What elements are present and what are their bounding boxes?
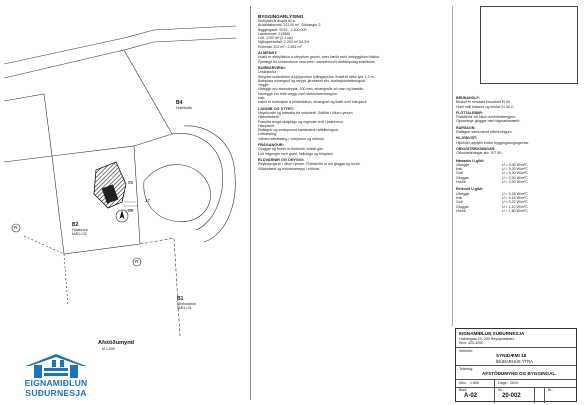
spec-section-line: Slökkvitæki og eldvarnarteppi í eldhúsi. bbox=[258, 166, 321, 171]
spec2-section-line: Bílskúr er sérstakt brunahólf EI 60. bbox=[456, 100, 512, 105]
spec2-section-title: HLJÓÐVIST: bbox=[456, 136, 477, 141]
uvalue-label: Hurðir bbox=[456, 208, 466, 213]
spec-section-line: Vélræn loftræsting í votrýmum og eldhúsi. bbox=[258, 136, 325, 141]
tb-sheet-label: Blað: bbox=[459, 388, 468, 392]
uvalue-label: Þak bbox=[456, 167, 463, 172]
lot-boundary-west bbox=[4, 94, 52, 162]
spec-section-line: Loftræsting: bbox=[258, 132, 277, 137]
title-block bbox=[455, 328, 577, 402]
lot-b1-label: B1 bbox=[177, 296, 184, 302]
logo-line-2: SUÐURNESJA bbox=[25, 387, 87, 398]
tb-company: EIGNAMIÐLUN SUÐURNESJA bbox=[459, 331, 525, 336]
spec-section-line: Gluggar og hurðir úr timbri/áli, tvöfalt gler. bbox=[258, 147, 324, 152]
building-description bbox=[258, 12, 448, 171]
uvalue-label: Útveggir bbox=[456, 162, 470, 167]
marker-r2: R bbox=[135, 259, 139, 264]
uvalue-value: U = 2,00 W/m²C bbox=[502, 180, 528, 185]
uvalues2-title: Reiknuð U-gildi: bbox=[456, 187, 484, 192]
tb-divider-1 bbox=[456, 347, 576, 348]
building-description-cont bbox=[456, 94, 568, 213]
spec2-sections bbox=[456, 96, 568, 156]
uvalues-table bbox=[456, 163, 568, 184]
tb-scale-label: Mkv.: bbox=[459, 381, 468, 385]
sheet-divider bbox=[250, 6, 251, 400]
spec-section-line: Veggir: bbox=[258, 83, 270, 88]
tb-number: 20-002 bbox=[502, 393, 521, 399]
dimension-05: 05 bbox=[128, 180, 134, 185]
uvalue-label: Gluggar bbox=[456, 175, 469, 180]
spec-intro bbox=[258, 19, 448, 49]
uvalue-label: Þak bbox=[456, 195, 463, 200]
uvalue-label: Gólf bbox=[456, 171, 463, 176]
uvalue-value: U = 0,20 W/m²C bbox=[502, 167, 528, 172]
spec-intro-line: Byggingarár: 2019 - 2.400.000 bbox=[258, 27, 307, 32]
lot-b2-label: B2 bbox=[72, 222, 79, 228]
spec-section-title: LAGNIR OG STÝRT: bbox=[258, 106, 294, 111]
uvalue-row bbox=[456, 180, 568, 184]
uvalue-row bbox=[456, 209, 568, 213]
lot-boundary-b2 bbox=[52, 146, 140, 254]
uvalue-value: U = 1,60 W/m²C bbox=[502, 208, 528, 213]
tb-vdiv-3 bbox=[544, 387, 545, 403]
uvalue-label: Hurðir bbox=[456, 180, 466, 185]
tb-divider-3 bbox=[456, 379, 576, 380]
spec-section-line: Hlaupkerfi: bbox=[258, 123, 276, 128]
spec-section-line: Neysluvatn og hitaveita frá veitukerfi. Gólfhiti í öllum rýmum. bbox=[258, 110, 354, 115]
marker-r1: R bbox=[14, 225, 18, 230]
company-logo bbox=[4, 352, 108, 400]
tb-date-label: Dags.: bbox=[498, 381, 509, 385]
spec-section-line: Raflagnir og smáspenna samkvæmt rafteikningum. bbox=[258, 128, 340, 133]
spec-section-line: Innveggir eru léttir veggir með steinullareinangrun. bbox=[258, 91, 338, 96]
uvalue-value: U = 0,40 W/m²C bbox=[502, 162, 528, 167]
spec-intro-line: Einbýlishús ásamt bíl a bbox=[258, 19, 295, 23]
tb-address: Hafnargata 20, 230 Reykjanesbær bbox=[459, 337, 514, 341]
uvalue-value: U = 1,10 W/m²C bbox=[502, 204, 528, 209]
uvalues2-table bbox=[456, 192, 568, 213]
spec2-section-line: Hurð milli bílskúrs og íbúðar EI 30-C. bbox=[456, 104, 515, 109]
logo-text bbox=[4, 379, 108, 398]
dimension-05b: 05 bbox=[128, 208, 134, 213]
revision-box bbox=[480, 6, 578, 84]
spec2-section-line: Hljóðvist uppfyllir kröfur byggingarreglugerðar. bbox=[456, 140, 530, 145]
spec-section-title: ELDVARNIR OG ÖRYGGI: bbox=[258, 157, 305, 162]
fence-line bbox=[24, 236, 68, 306]
uvalue-label: Útveggir bbox=[456, 191, 470, 196]
road-curve-right bbox=[184, 126, 235, 242]
tb-vdiv-1 bbox=[534, 387, 535, 403]
uvalue-value: U = 0,22 W/m²C bbox=[502, 200, 528, 205]
tb-divider-4 bbox=[456, 387, 576, 388]
spec-intro-line: Brúttóflatarmál: 211.00 m², Sólvangur 2 bbox=[258, 23, 321, 28]
spec2-section-title: RAFMAGN: bbox=[456, 125, 476, 130]
road-curve-top-2 bbox=[4, 38, 236, 78]
spec-section-line: Útveggir eru steinsteyptir, 200 mm, einangraðir að utan og klæddir. bbox=[258, 87, 365, 92]
spec2-section-title: FLÓTTALEIÐIR: bbox=[456, 110, 483, 115]
spec-intro-line: Rúmmál: 202 m² / 2.551 m² bbox=[258, 44, 302, 49]
north-arrow-icon bbox=[116, 210, 128, 222]
lot-b4-label: B4 bbox=[176, 100, 183, 106]
cul-de-sac bbox=[144, 165, 211, 222]
plan-title: Afstöðumynd bbox=[98, 340, 135, 346]
tb-project-sub: ÍBÚÐARHÚS YTRA bbox=[496, 359, 533, 364]
tb-date: 2020 bbox=[510, 381, 518, 385]
tb-project-label: Verkefni: bbox=[459, 349, 473, 353]
uvalue-value: U = 2,00 W/m²C bbox=[502, 175, 528, 180]
spec-sections bbox=[258, 51, 448, 171]
spec-section-title: ALMENNT: bbox=[258, 51, 278, 56]
lot-b1-sub: Elmhólahús MÆLI 01 bbox=[177, 302, 196, 311]
uvalue-value: U = 0,18 W/m²C bbox=[502, 195, 528, 200]
tb-drawing-label: Teikning: bbox=[459, 367, 474, 371]
spec-section-line: Lóð frágengin með grasi, hellulögn og bílaplani. bbox=[258, 151, 334, 156]
uvalue-value: U = 0,30 W/m²C bbox=[502, 171, 528, 176]
spec-intro-line: Lóð: 1700 m² (2.3 ha) bbox=[258, 36, 293, 41]
tb-scale: 1:500 bbox=[470, 381, 479, 385]
spec-intro-line: Nýtingarhlutfall: 2,204 m² 50,3% bbox=[258, 40, 310, 45]
uvalues-title: Hámarks U-gildi: bbox=[456, 158, 485, 163]
lot-b2-sub: Hólabraut MÆLI 02 bbox=[72, 228, 88, 237]
spec2-section-line: Flóttaleiðir frá öllum svefnherbergjum. bbox=[456, 115, 517, 120]
lot-boundary-b4 bbox=[124, 50, 172, 146]
spec-section-line: Botnplata einangruð og steypt, járnabent skv. burðarþolsteikningum. bbox=[258, 78, 367, 83]
spec-section-line: Húsið er einbýlishús á steyptum grunni, tvær hæðir með innbyggðum bílskúr. bbox=[258, 55, 381, 60]
spec-section-line: Þakið er timburþak á límtrésbitum, einangrað og klætt með bárujárni. bbox=[258, 100, 368, 105]
spec-intro-line: Landnúmer: 213565 bbox=[258, 31, 291, 36]
spec-section-line: Steyptar undirstöður á þjöppuðum fyllingarpúða, frostfrítt niður fyrir 1,2 m. bbox=[258, 74, 375, 79]
house-logo-icon bbox=[4, 352, 108, 380]
spec-section-title: FRÁGANGUR: bbox=[258, 143, 284, 148]
spec2-section-line: Opnanlegir gluggar með lágmarksstærð. bbox=[456, 119, 521, 124]
spec-section-line: Fráveita tengd skólplögn og regnvatn leitt í þakrennur. bbox=[258, 119, 344, 124]
road-curve-right-2 bbox=[172, 133, 223, 230]
spec-section-line: Hitaveitukerfi: bbox=[258, 115, 280, 120]
uvalue-label: Gólf bbox=[456, 200, 463, 205]
tb-sheet: A-02 bbox=[464, 393, 478, 399]
tb-drawing: AFSTÖÐUMYND OG BYGGINGAL. bbox=[482, 371, 557, 376]
site-plan bbox=[4, 6, 246, 336]
spec-section-title: BURÐARVIRKI: bbox=[258, 65, 286, 70]
spec2-section-title: BRUNAHÓLF: bbox=[456, 96, 480, 100]
spec2-section-line: Raflagnir samkvæmt rafteikningum. bbox=[456, 130, 513, 135]
spec2-section-line: Orkuútreikningar skv. ÍST 50: bbox=[456, 151, 503, 156]
spec-heading: BYGGINGARLÝSING bbox=[258, 14, 304, 19]
plan-scale: M 1:500 bbox=[102, 347, 115, 351]
lot-b4-sub: Hraðholta bbox=[176, 106, 192, 110]
tb-vdiv-2 bbox=[494, 379, 495, 403]
spec-section-line: Undirstöður: bbox=[258, 70, 278, 75]
spec-section-line: Reykskynjarar í öllum rýmum. Flóttaleiðir út um glugga og hurðir. bbox=[258, 162, 361, 167]
column-divider bbox=[452, 6, 453, 326]
uvalue-value: U = 0,26 W/m²C bbox=[502, 191, 528, 196]
dimension-17: 17 bbox=[145, 198, 151, 203]
tb-project: SÝNIDÆMI 18 bbox=[496, 353, 527, 358]
lot-boundary-b1 bbox=[140, 238, 180, 336]
spec2-section-title: ORKUÚTREIKNINGAR: bbox=[456, 146, 496, 151]
tb-divider-2 bbox=[456, 365, 576, 366]
spec-section-line: Þak: bbox=[258, 96, 266, 101]
road-curve-top bbox=[4, 26, 236, 64]
logo-line-1: EIGNAMIÐLUN bbox=[24, 378, 88, 388]
tb-phone: Sími: 420-4050 bbox=[459, 341, 484, 345]
tb-rev-label: Br.: bbox=[548, 388, 554, 392]
spec-section-line: Fjarlægð frá lóðamörkum skal vera í samræmi við deiliskipulag svæðisins. bbox=[258, 59, 376, 64]
tb-number-label: Nr.: bbox=[498, 388, 504, 392]
uvalue-label: Gluggar bbox=[456, 204, 469, 209]
